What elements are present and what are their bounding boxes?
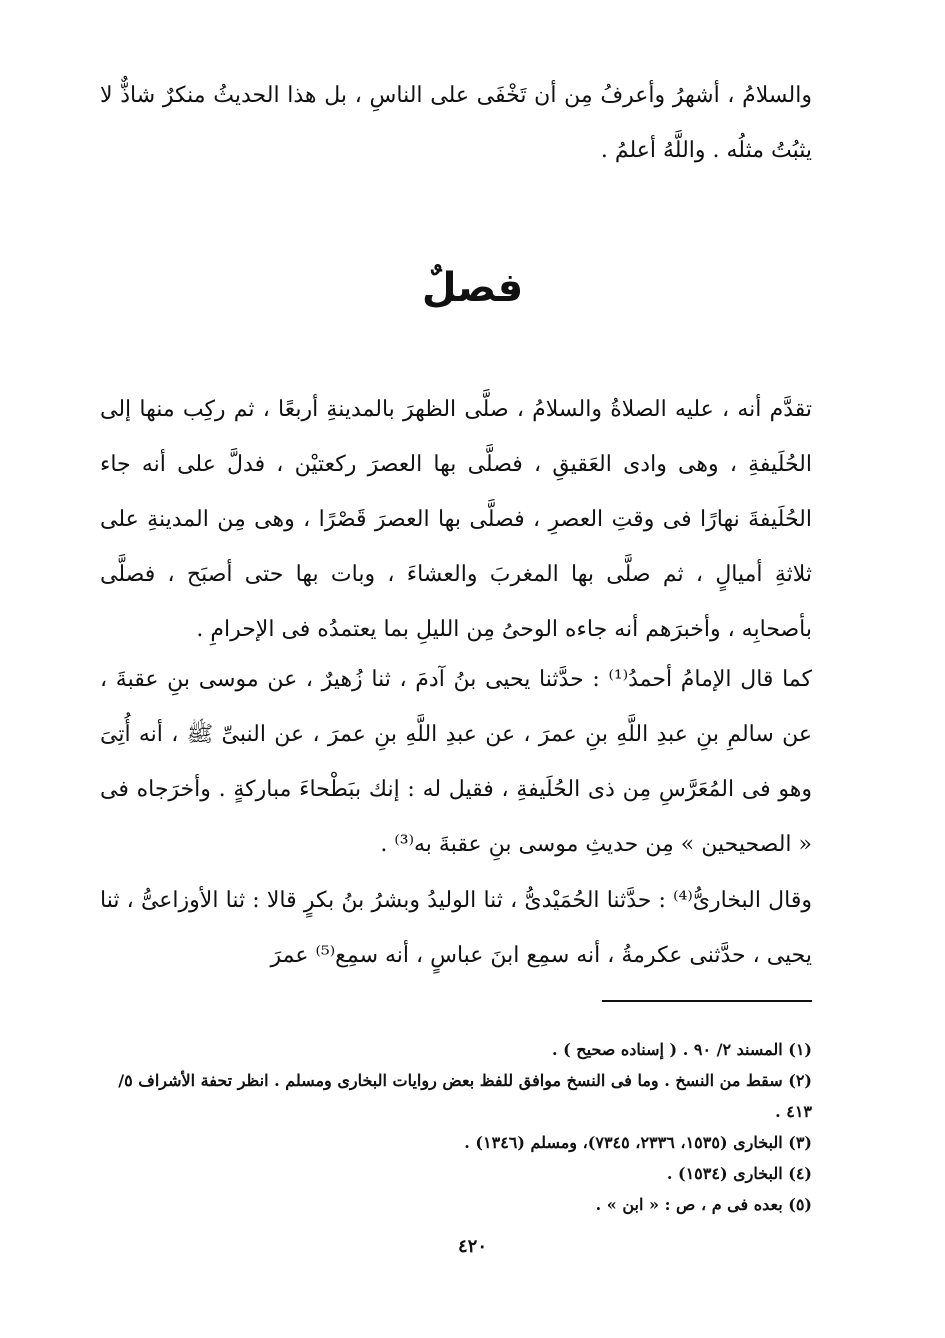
opening-paragraph: والسلامُ ، أشهرُ وأعرفُ مِن أن تَخْفَى على الناسِ ، بل هذا الحديثُ منكرٌ شاذٌّ لا يثبُتُ مثلُه . واللَّهُ أعلمُ . xyxy=(100,83,812,163)
paragraph: كما قال الإمامُ أحمدُ⁽¹⁾ : حدَّثنا يحيى بنُ آدمَ ، ثنا زُهيرٌ ، عن موسى بنِ عقبةَ ، عن سالمِ بنِ عبدِ اللَّهِ بنِ عمرَ ، عن عبدِ اللَّهِ بنِ عمرَ ، عن النبىِّ ﷺ ، أنه أُتِىَ وهو فى المُعَرَّسِ مِن ذى الحُلَيفةِ ، فقيل له : إنك ببَطْحاءَ مباركةٍ . وأخرَجاه فى « الصحيحين » مِن حديثِ موسى بنِ عقبةَ به⁽³⁾ . xyxy=(100,667,812,857)
footnotes-section xyxy=(100,1034,812,1220)
footnote-4: (٤) البخارى (١٥٣٤) . xyxy=(666,1164,812,1183)
paragraph-block-1 xyxy=(100,382,812,657)
footnote-3: (٣) البخارى (١٥٣٥، ٢٣٣٦، ٧٣٤٥)، ومسلم (١٣٤٦) . xyxy=(464,1133,812,1152)
section-title: فصلٌ xyxy=(421,265,524,311)
paragraph-block-3 xyxy=(100,873,812,983)
paragraph-block-2 xyxy=(100,652,812,872)
opening-paragraph-block xyxy=(100,68,812,178)
page-number: ٤٢٠ xyxy=(457,1236,487,1257)
footnote-divider xyxy=(602,1000,812,1002)
footnote-2: (٢) سقط من النسخ . وما فى النسخ موافق للفظ بعض روايات البخارى ومسلم . انظر تحفة الأشراف ٥/ ٤١٣ . xyxy=(118,1071,812,1121)
paragraph: وقال البخارىُّ⁽⁴⁾ : حدَّثنا الحُمَيْدىُّ ، ثنا الوليدُ وبشرُ بنُ بكرٍ قالا : ثنا الأوزاعىُّ ، ثنا يحيى ، حدَّثنى عكرمةُ ، أنه سمِع ابنَ عباسٍ ، أنه سمِع⁽⁵⁾ عمرَ xyxy=(100,888,812,968)
footnote-5: (٥) بعده فى م ، ص : « ابن » . xyxy=(595,1195,812,1214)
paragraph: تقدَّم أنه ، عليه الصلاةُ والسلامُ ، صلَّى الظهرَ بالمدينةِ أربعًا ، ثم ركِب منها إلى الحُلَيفةِ ، وهى وادى العَقيقِ ، فصلَّى بها العصرَ ركعتيْن ، فدلَّ على أنه جاء الحُلَيفةَ نهارًا فى وقتِ العصرِ ، فصلَّى بها العصرَ قَصْرًا ، وهى مِن المدينةِ على ثلاثةِ أميالٍ ، ثم صلَّى بها المغربَ والعشاءَ ، وبات بها حتى أصبَح ، فصلَّى بأصحابِه ، وأخبرَهم أنه جاءه الوحىُ مِن الليلِ بما يعتمدُه فى الإحرامِ . xyxy=(100,397,812,642)
footnote-1: (١) المسند ٢/ ٩٠ . ( إسناده صحيح ) . xyxy=(552,1040,812,1059)
